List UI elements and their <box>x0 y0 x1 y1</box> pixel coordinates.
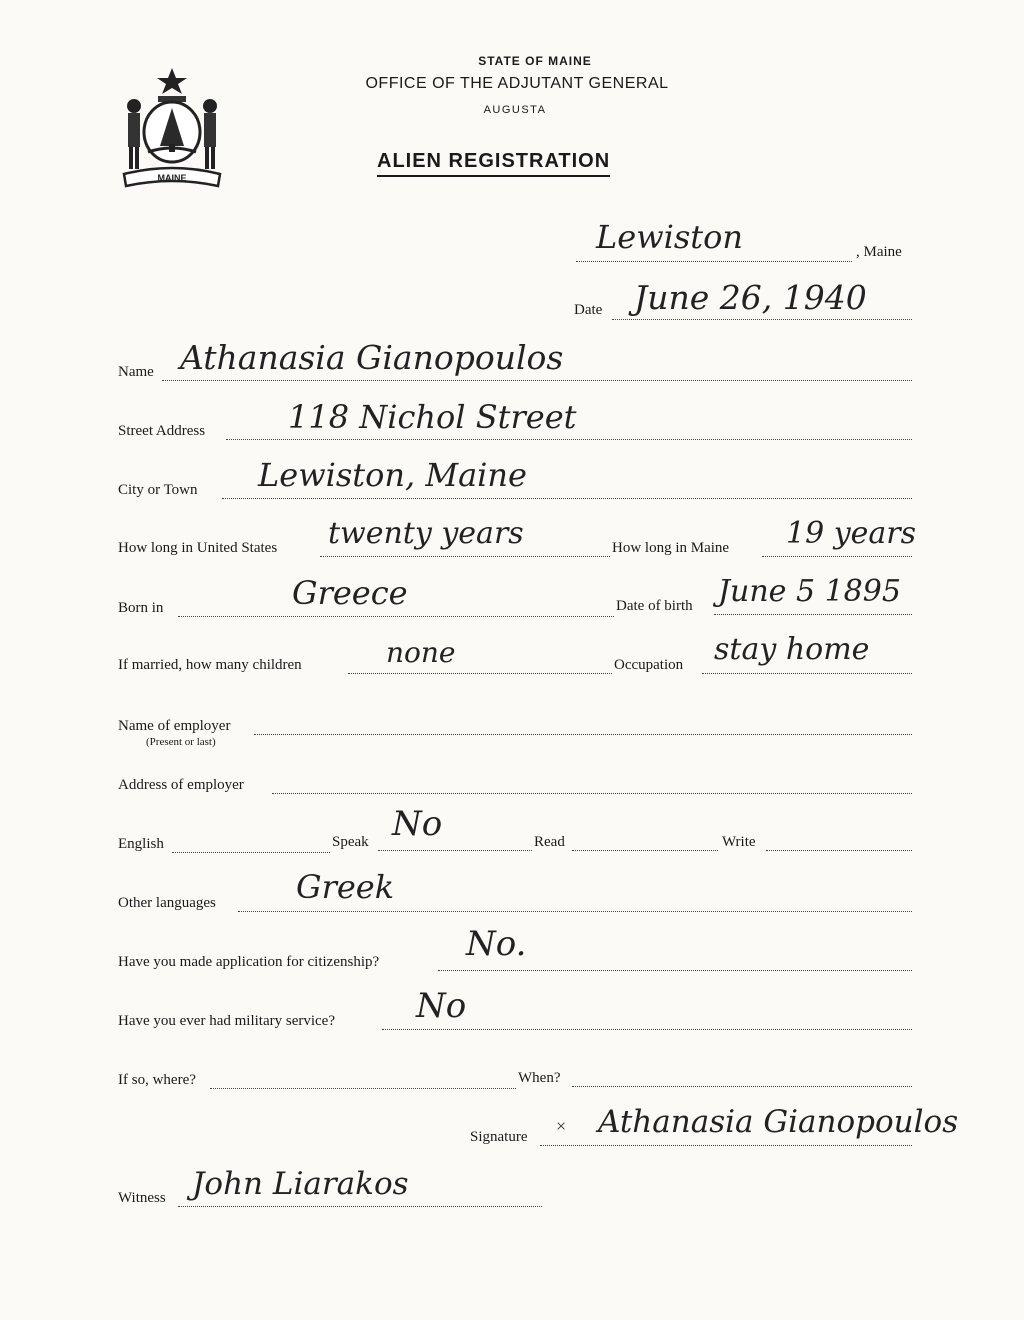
city-value: Lewiston, Maine <box>258 456 527 494</box>
date-line <box>612 319 912 320</box>
signature-line <box>540 1145 912 1146</box>
seal-text: MAINE <box>157 173 187 183</box>
if-so-where-label: If so, where? <box>118 1072 196 1088</box>
street-value: 118 Nichol Street <box>288 398 577 436</box>
how-long-us-value: twenty years <box>328 516 524 551</box>
born-in-label: Born in <box>118 600 164 616</box>
where-line <box>210 1088 516 1089</box>
name-line <box>162 380 912 381</box>
speak-value: No <box>392 804 443 844</box>
other-languages-line <box>238 911 912 912</box>
signature-mark: × <box>556 1116 567 1136</box>
how-long-maine-value: 19 years <box>786 516 917 551</box>
children-line <box>348 673 612 674</box>
employer-note: (Present or last) <box>146 736 216 748</box>
occupation-value: stay home <box>714 632 870 667</box>
town-value: Lewiston <box>596 218 743 256</box>
write-line <box>766 850 912 851</box>
speak-line <box>378 850 532 851</box>
employer-address-label: Address of employer <box>118 777 244 793</box>
header-city: AUGUSTA <box>483 104 547 116</box>
name-label: Name <box>118 364 154 380</box>
witness-value: John Liarakos <box>192 1166 409 1202</box>
header-state: STATE OF MAINE <box>478 54 592 68</box>
date-label: Date <box>574 302 603 318</box>
other-languages-value: Greek <box>296 868 395 906</box>
read-label: Read <box>534 834 565 850</box>
street-label: Street Address <box>118 423 206 439</box>
date-of-birth-line <box>714 614 912 615</box>
city-line <box>222 498 912 499</box>
english-label: English <box>118 836 164 852</box>
street-line <box>226 439 912 440</box>
speak-label: Speak <box>332 834 369 850</box>
city-label: City or Town <box>118 482 198 498</box>
children-value: none <box>386 636 456 669</box>
citizenship-line <box>438 970 912 971</box>
citizenship-value: No. <box>466 924 527 964</box>
maine-label: , Maine <box>856 244 902 260</box>
header-office: OFFICE OF THE ADJUTANT GENERAL <box>365 75 669 92</box>
how-long-maine-label: How long in Maine <box>612 540 730 556</box>
write-label: Write <box>722 834 756 850</box>
english-line <box>172 852 330 853</box>
date-of-birth-value: June 5 1895 <box>718 574 901 609</box>
citizenship-label: Have you made application for citizenship? <box>118 954 380 970</box>
when-line <box>572 1086 912 1087</box>
born-in-line <box>178 616 614 617</box>
occupation-label: Occupation <box>614 657 684 673</box>
occupation-line <box>702 673 912 674</box>
witness-line <box>178 1206 542 1207</box>
employer-name-label: Name of employer <box>118 718 231 734</box>
signature-label: Signature <box>470 1129 528 1145</box>
witness-label: Witness <box>118 1190 166 1206</box>
date-of-birth-label: Date of birth <box>616 598 693 614</box>
married-children-label: If married, how many children <box>118 657 302 673</box>
date-value: June 26, 1940 <box>634 278 867 317</box>
employer-name-line <box>254 734 912 735</box>
military-value: No <box>416 986 467 1026</box>
military-label: Have you ever had military service? <box>118 1013 335 1029</box>
employer-address-line <box>272 793 912 794</box>
read-line <box>572 850 718 851</box>
how-long-maine-line <box>762 556 912 557</box>
signature-value: Athanasia Gianopoulos <box>598 1104 959 1140</box>
form-title: ALIEN REGISTRATION <box>377 150 610 177</box>
how-long-us-label: How long in United States <box>118 540 278 556</box>
name-value: Athanasia Gianopoulos <box>180 338 564 377</box>
born-in-value: Greece <box>292 574 408 612</box>
how-long-us-line <box>320 556 610 557</box>
military-line <box>382 1029 912 1030</box>
town-line <box>576 261 852 262</box>
other-languages-label: Other languages <box>118 895 216 911</box>
when-label: When? <box>518 1070 561 1086</box>
